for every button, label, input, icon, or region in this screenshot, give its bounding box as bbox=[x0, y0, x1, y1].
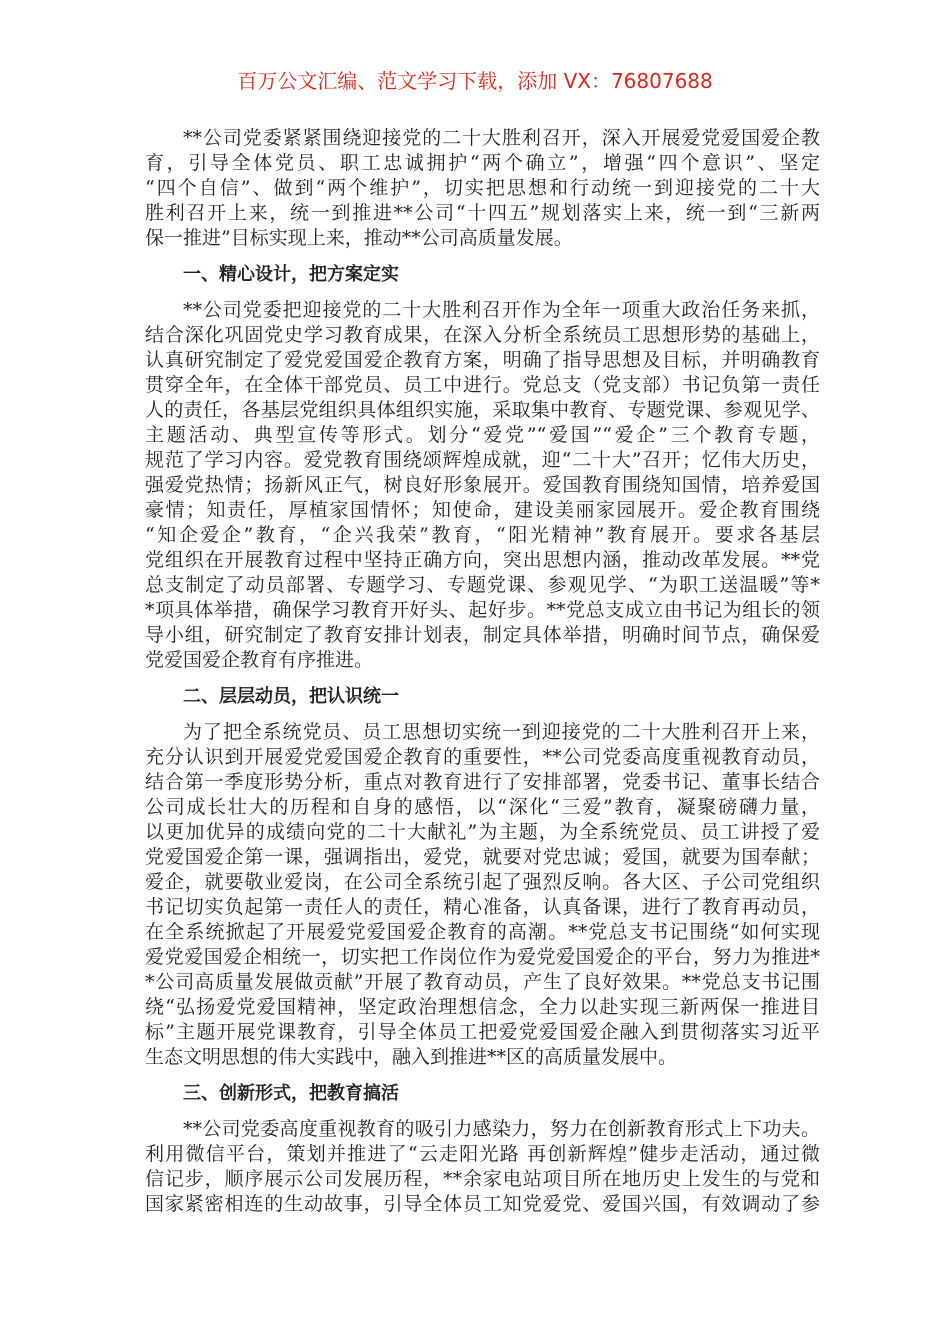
text-line: 生态文明思想的伟大实践中，融入到推进**区的高质量发展中。 bbox=[145, 1046, 678, 1068]
text-line: *项具体举措，确保学习教育开好头、起好步。**党总支成立由书记为组长的领 bbox=[145, 599, 820, 621]
text-line: “知企爱企”教育，“企兴我荣”教育，“阳光精神”教育展开。要求各基层 bbox=[145, 524, 820, 546]
section-heading: 二、层层动员，把认识统一 bbox=[183, 686, 399, 707]
text-line: 充分认识到开展爱党爱国爱企教育的重要性，**公司党委高度重视教育动员， bbox=[145, 746, 820, 768]
text-line: 强爱党热情；扬新风正气，树良好形象展开。爱国教育围绕知国情，培养爱国 bbox=[145, 474, 820, 496]
text-line: 人的责任，各基层党组织具体组织实施，采取集中教育、专题党课、参观见学、 bbox=[145, 399, 820, 421]
text-line: 贯穿全年，在全体干部党员、员工中进行。党总支（党支部）书记负第一责任 bbox=[145, 374, 820, 396]
text-line: 规范了学习内容。爱党教育围绕颂辉煌成就，迎“二十大”召开；忆伟大历史， bbox=[145, 449, 820, 471]
text-line: 保一推进”目标实现上来，推动**公司高质量发展。 bbox=[145, 227, 573, 249]
paragraph bbox=[145, 720, 820, 1070]
text-line: 公司成长壮大的历程和自身的感悟，以“深化“三爱”教育，凝聚磅礴力量， bbox=[145, 796, 820, 818]
paragraph bbox=[145, 298, 820, 673]
text-line: *公司高质量发展做贡献”开展了教育动员，产生了良好效果。**党总支书记围 bbox=[145, 971, 820, 993]
text-line: 利用微信平台，策划并推进了“云走阳光路 再创新辉煌”健步走活动，通过微 bbox=[145, 1143, 820, 1165]
watermark-header: 百万公文汇编、范文学习下载，添加 VX：76807688 bbox=[237, 69, 713, 93]
text-line: 信记步，顺序展示公司发展历程，**余家电站项目所在地历史上发生的与党和 bbox=[145, 1168, 820, 1190]
text-line: **公司党委把迎接党的二十大胜利召开作为全年一项重大政治任务来抓， bbox=[183, 299, 820, 321]
text-line: **公司党委高度重视教育的吸引力感染力，努力在创新教育形式上下功夫。 bbox=[183, 1118, 820, 1140]
text-line: 爱企，就要敬业爱岗，在公司全系统引起了强烈反响。各大区、子公司党组织 bbox=[145, 871, 820, 893]
section-heading: 一、精心设计，把方案定实 bbox=[183, 264, 399, 285]
text-line: 豪情；知责任，厚植家国情怀；知使命，建设美丽家园展开。爱企教育围绕 bbox=[145, 499, 820, 521]
text-line: 标”主题开展党课教育，引导全体员工把爱党爱国爱企融入到贯彻落实习近平 bbox=[145, 1021, 820, 1043]
text-line: 结合第一季度形势分析，重点对教育进行了安排部署，党委书记、董事长结合 bbox=[145, 771, 820, 793]
text-line: **公司党委紧紧围绕迎接党的二十大胜利召开，深入开展爱党爱国爱企教 bbox=[183, 127, 820, 149]
text-line: 认真研究制定了爱党爱国爱企教育方案，明确了指导思想及目标，并明确教育 bbox=[145, 349, 820, 371]
text-line: 为了把全系统党员、员工思想切实统一到迎接党的二十大胜利召开上来， bbox=[183, 721, 820, 743]
document-body bbox=[145, 126, 820, 1228]
text-line: 以更加优异的成绩向党的二十大献礼”为主题，为全系统党员、员工讲授了爱 bbox=[145, 821, 820, 843]
section-heading: 三、创新形式，把教育搞活 bbox=[183, 1083, 399, 1104]
text-line: 胜利召开上来，统一到推进**公司“十四五”规划落实上来，统一到“三新两 bbox=[145, 202, 820, 224]
text-line: 书记切实负起第一责任人的责任，精心准备，认真备课，进行了教育再动员， bbox=[145, 896, 820, 918]
text-line: 绕“弘扬爱党爱国精神，坚定政治理想信念，全力以赴实现三新两保一推进目 bbox=[145, 996, 820, 1018]
paragraph bbox=[145, 1117, 820, 1217]
text-line: 党组织在开展教育过程中坚持正确方向，突出思想内涵，推动改革发展。**党 bbox=[145, 549, 820, 571]
text-line: 爱党爱国爱企相统一，切实把工作岗位作为爱党爱国爱企的平台，努力为推进* bbox=[145, 946, 820, 968]
text-line: 主题活动、典型宣传等形式。划分“爱党”“爱国”“爱企”三个教育专题， bbox=[145, 424, 820, 446]
text-line: 导小组，研究制定了教育安排计划表，制定具体举措，明确时间节点，确保爱 bbox=[145, 624, 820, 646]
text-line: 育，引导全体党员、职工忠诚拥护“两个确立”，增强“四个意识”、坚定 bbox=[145, 152, 820, 174]
text-line: “四个自信”、做到“两个维护”，切实把思想和行动统一到迎接党的二十大 bbox=[145, 177, 820, 199]
text-line: 在全系统掀起了开展爱党爱国爱企教育的高潮。**党总支书记围绕“如何实现 bbox=[145, 921, 820, 943]
paragraph bbox=[145, 126, 820, 251]
text-line: 总支制定了动员部署、专题学习、专题党课、参观见学、“为职工送温暖”等* bbox=[145, 574, 820, 596]
text-line: 党爱国爱企第一课，强调指出，爱党，就要对党忠诚；爱国，就要为国奉献； bbox=[145, 846, 820, 868]
text-line: 国家紧密相连的生动故事，引导全体员工知党爱党、爱国兴国，有效调动了参 bbox=[145, 1193, 820, 1215]
text-line: 结合深化巩固党史学习教育成果，在深入分析全系统员工思想形势的基础上， bbox=[145, 324, 820, 346]
text-line: 党爱国爱企教育有序推进。 bbox=[145, 649, 374, 671]
